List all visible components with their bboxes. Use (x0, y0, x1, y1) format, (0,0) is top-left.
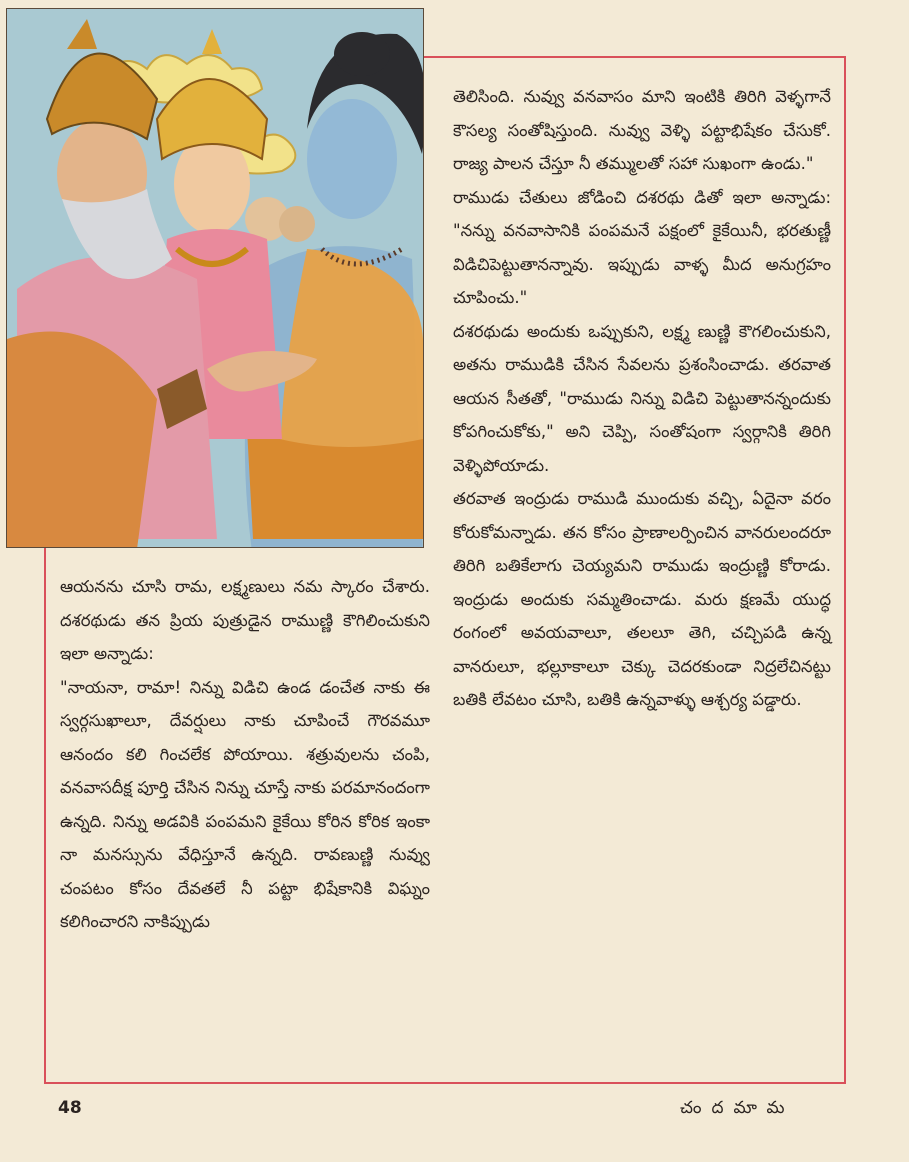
magazine-title: చందమామ (680, 1098, 795, 1118)
left-text-column (60, 570, 430, 939)
paragraph: తెలిసింది. నువ్వు వనవాసం మాని ఇంటికి తిరిగి వెళ్ళగానే కౌసల్య సంతోషిస్తుంది. నువ్వు వెళ్ళి పట్టాభిషేకం చేసుకో. రాజ్య పాలన చేస్తూ నీ తమ్ములతో సహా సుఖంగా ఉండు." (453, 87, 831, 173)
paragraph: దశరథుడు అందుకు ఒప్పుకుని, లక్ష్మ ణుణ్ణి కౌగలించుకుని, అతను రాముడికి చేసిన సేవలను ప్రశంసించాడు. తరవాత ఆయన సీతతో, "రాముడు నిన్ను విడిచి పెట్టుతానన్నందుకు కోపగించుకోకు," అని చెప్పి, సంతోషంగా స్వర్గానికి తిరిగి వెళ్ళిపోయాడు. (453, 321, 831, 475)
right-text-column (453, 80, 831, 717)
illustration-drawing (7, 9, 423, 547)
paragraph: ఆయనను చూసి రామ, లక్ష్మణులు నమ స్కారం చేశారు. దశరథుడు తన ప్రియ పుత్రుడైన రాముణ్ణి కౌగిలించుకుని ఇలా అన్నాడు: (60, 577, 430, 663)
paragraph: "నాయనా, రామా! నిన్ను విడిచి ఉండ డంచేత నాకు ఈ స్వర్గసుఖాలూ, దేవర్షులు నాకు చూపించే గౌరవమూ ఆనందం కలి గించలేక పోయాయి. శత్రువులను చంపి, వనవాసదీక్ష పూర్తి చేసిన నిన్ను చూస్తే నాకు పరమానందంగా ఉన్నది. నిన్ను అడవికి పంపమని కైకేయి కోరిన కోరిక ఇంకా నా మనస్సును వేధిస్తూనే ఉన్నది. రావణుణ్ణి నువ్వు చంపటం కోసం దేవతలే నీ పట్టా భిషేకానికి విఘ్నం కలిగించారని నాకిప్పుడు (60, 677, 430, 931)
paragraph: తరవాత ఇంద్రుడు రాముడి ముందుకు వచ్చి, ఏదైనా వరం కోరుకోమన్నాడు. తన కోసం ప్రాణాలర్పించిన వానరులందరూ తిరిగి బతికేలాగు చెయ్యమని రాముడు ఇంద్రుణ్ణి కోరాడు. ఇంద్రుడు అందుకు సమ్మతించాడు. మరు క్షణమే యుద్ధ రంగంలో అవయవాలూ, తలలూ తెగి, చచ్చిపడి ఉన్న వానరులూ, భల్లూకాలూ చెక్కు చెదరకుండా నిద్రలేచినట్టు బతికి లేవటం చూసి, బతికి ఉన్నవాళ్ళు ఆశ్చర్య పడ్డారు. (453, 489, 831, 709)
illustration-dasharatha-embracing-rama (6, 8, 424, 548)
page-number: 48 (58, 1098, 82, 1118)
paragraph: రాముడు చేతులు జోడించి దశరథు డితో ఇలా అన్నాడు: "నన్ను వనవాసానికి పంపమనే పక్షంలో కైకేయినీ, భరతుణ్ణీ విడిచిపెట్టుతానన్నావు. ఇప్పుడు వాళ్ళ మీద అనుగ్రహం చూపించు." (453, 187, 831, 307)
